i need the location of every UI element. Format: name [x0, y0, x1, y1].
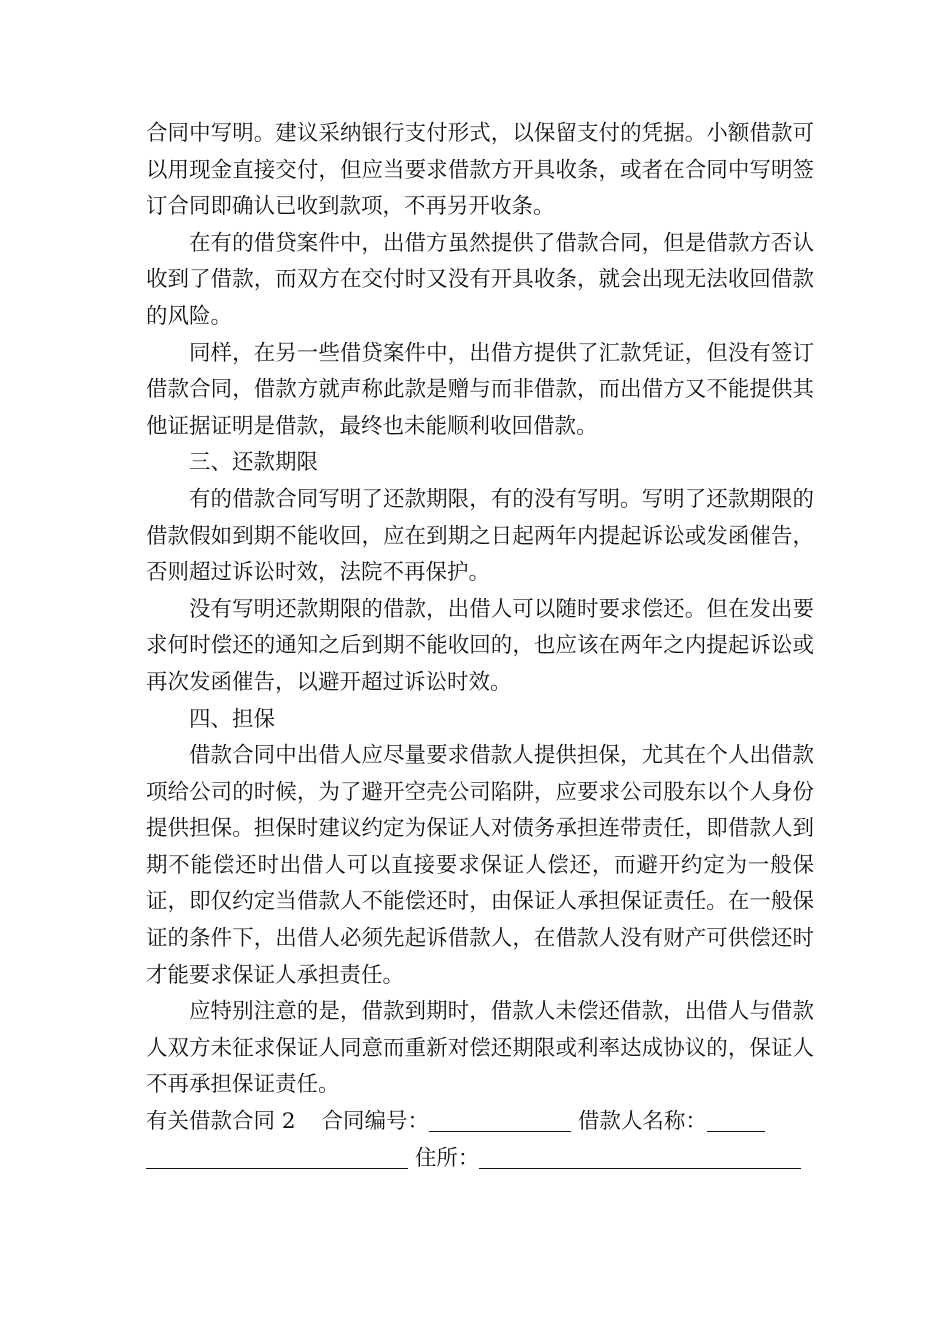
document-page: [146, 116, 814, 1177]
borrower-name-blank[interactable]: [707, 1107, 765, 1132]
section-heading-4: 四、担保: [189, 706, 276, 732]
paragraph-5: 没有写明还款期限的借款，出借人可以随时要求偿还。但在发出要求何时偿还的通知之后到期不能收回的，也应该在两年之内提起诉讼或再次发函催告，以避开超过诉讼时效。: [146, 596, 814, 695]
contract-title: 有关借款合同 2: [146, 1109, 296, 1135]
contract-header-line-2: [146, 1141, 814, 1178]
paragraph-2: 在有的借贷案件中，出借方虽然提供了借款合同，但是借款方否认收到了借款，而双方在交付时又没有开具收条，就会出现无法收回借款的风险。: [146, 230, 814, 329]
contract-header-line-1: [146, 1104, 814, 1141]
address-label: 住所：: [414, 1145, 480, 1171]
paragraph-4: 有的借款合同写明了还款期限，有的没有写明。写明了还款期限的借款假如到期不能收回，应在到期之日起两年内提起诉讼或发函催告，否则超过诉讼时效，法院不再保护。: [146, 486, 814, 586]
borrower-name-blank-continued[interactable]: [146, 1144, 408, 1169]
section-heading-3: 三、还款期限: [189, 450, 319, 476]
contract-no-label: 合同编号：: [321, 1109, 430, 1135]
paragraph-6: 借款合同中出借人应尽量要求借款人提供担保，尤其在个人出借款项给公司的时候，为了避开空壳公司陷阱，应要求公司股东以个人身份提供担保。担保时建议约定为保证人对债务承担连带责任，即借款人到期不能偿还时出借人可以直接要求保证人偿还，而避开约定为一般保证，即仅约定当借款人不能偿还时，由保证人承担保证责任。在一般保证的条件下，出借人必须先起诉借款人，在借款人没有财产可供偿还时才能要求保证人承担责任。: [146, 743, 814, 988]
contract-no-blank[interactable]: [429, 1107, 571, 1132]
paragraph-3: 同样，在另一些借贷案件中，出借方提供了汇款凭证，但没有签订借款合同，借款方就声称此款是赠与而非借款，而出借方又不能提供其他证据证明是借款，最终也未能顺利收回借款。: [146, 340, 814, 439]
address-blank[interactable]: [479, 1144, 801, 1169]
borrower-name-label: 借款人名称：: [577, 1109, 707, 1135]
paragraph-7: 应特别注意的是，借款到期时，借款人未偿还借款，出借人与借款人双方未征求保证人同意而重新对偿还期限或利率达成协议的，保证人不再承担保证责任。: [146, 999, 814, 1098]
paragraph-1: 合同中写明。建议采纳银行支付形式，以保留支付的凭据。小额借款可以用现金直接交付，但应当要求借款方开具收条，或者在合同中写明签订合同即确认已收到款项，不再另开收条。: [146, 121, 814, 220]
